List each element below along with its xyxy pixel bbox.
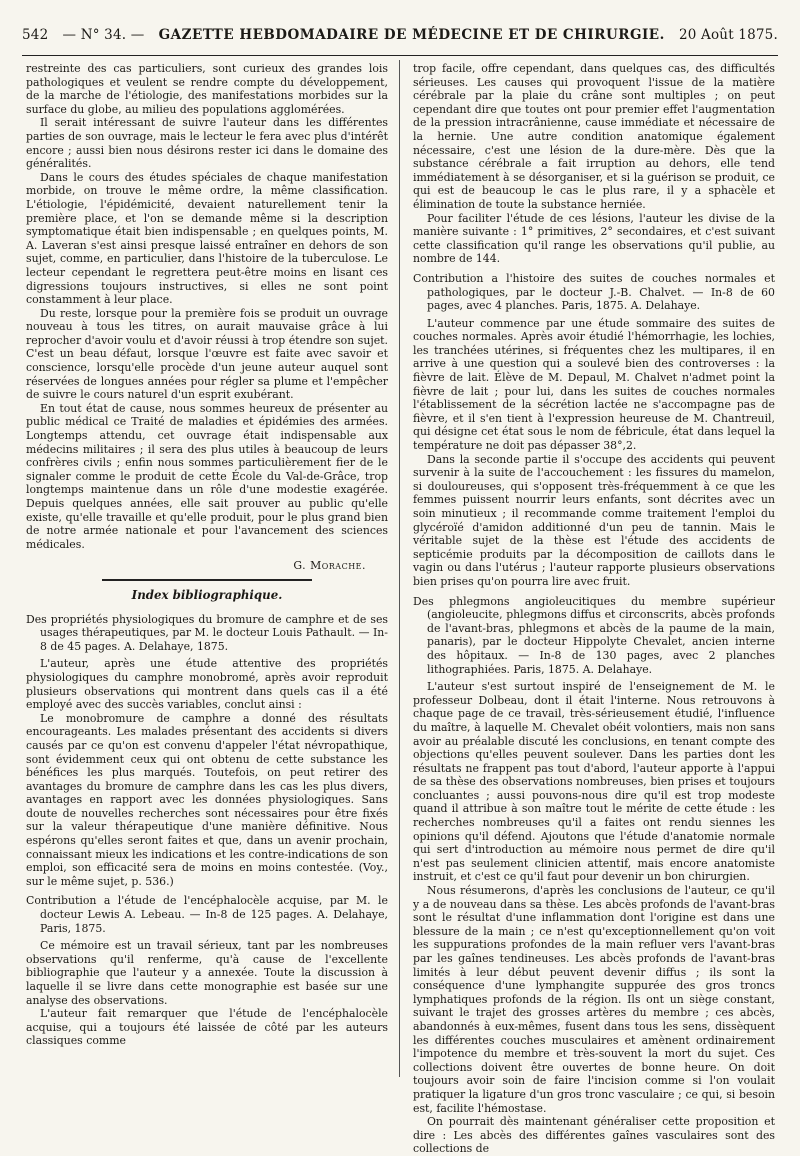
paragraph: Dans la seconde partie il s'occupe des accidents qui peuvent survenir à la suite de l'accouchement : les fissures du mamelon, si douloureuses, qui s'opposent très-fréquemment à ce que les femmes puissent nourrir leurs enfants, sont décrites avec un soin minutieux ; il recommande comme traitement l'emploi du glycéroïé d'amidon additionné d'un peu de tannin. Mais le véritable sujet de la thèse est l'étude des accidents de septicémie produits par la décomposition de caillots dans le vagin ou dans l'utérus ; l'auteur rapporte plusieurs observations bien prises qu'on pourra lire avec fruit. [413,452,775,588]
bibliography-entry: Des propriétés physiologiques du bromure de camphre et de ses usages thérapeutiques, par M. le docteur Louis Pathault. — In-8 de 45 pages. A. Delahaye, 1875. [26,612,388,653]
section-title: Index bibliographique. [131,587,283,602]
paragraph: trop facile, offre cependant, dans quelques cas, des difficultés sérieuses. Les causes qui provoquent l'issue de la matière cérébrale par la plaie du crâne sont multiples ; on peut cependant dire que toutes ont pour premier effet l'augmentation de la pression intracrânienne, cause immédiate et nécessaire de la hernie. Une autre condition anatomique également nécessaire, c'est une lésion de la dure-mère. Dès que la substance cérébrale a fait irruption au dehors, elle tend immédiatement à se désorganiser, et si la guérison se produit, ce qui est de beaucoup le cas le plus rare, il y a sphacèle et élimination de toute la substance herniée. [413,62,775,211]
bibliography-entry: Contribution a l'étude de l'encéphalocèle acquise, par M. le docteur Lewis A. Lebeau. — In-8 de 125 pages. A. Delahaye, Paris, 1875. [26,894,388,935]
paragraph: Le monobromure de camphre a donné des résultats encourageants. Les malades présentant des accidents si divers causés par ce qu'on est convenu d'appeler l'état névropathique, sont évidemment ceux qui ont obtenu de cette substance les bénéfices les plus marqués. Toutefois, on peut retirer des avantages du bromure de camphre dans les cas les plus divers, avantages en rapport avec les données physiologiques. Sans doute de nouvelles recherches sont nécessaires pour être fixés sur la valeur thérapeutique d'une manière définitive. Nous espérons qu'elles seront faites et que, dans un avenir prochain, connaissant mieux les indications et les contre-indications de son emploi, son efficacité sera de moins en moins contestée. (Voy., sur le même sujet, p. 536.) [26,711,388,888]
section-rule [102,579,312,581]
paragraph: Dans le cours des études spéciales de chaque manifestation morbide, on trouve le même ordre, la même classification. L'étiologie, l'épidémicité, devaient naturellement tenir la première place, et l'on se demande même si la description symptomatique était bien indispensable ; en quelques points, M. A. Laveran s'est ainsi presque laissé entraîner en dehors de son sujet, comme, en particulier, dans l'histoire de la tuberculose. Le lecteur cependant le regrettera peut-être moins en lisant ces digressions toujours instructives, si elles ne sont point constamment à leur place. [26,170,388,307]
page-number: 542 [22,27,49,43]
paragraph: En tout état de cause, nous sommes heureux de présenter au public médical ce Traité de maladies et épidémies des armées. Longtemps attendu, cet ouvrage était indispensable aux médecins militaires ; il sera des plus utiles à beaucoup de leurs confrères civils ; enfin nous sommes particulièrement fier de le signaler comme le produit de cette École du Val-de-Grâce, trop longtemps maintenue dans un rôle d'une modestie exagérée. Depuis quelques années, elle sait prouver au public qu'elle existe, qu'elle travaille et qu'elle produit, pour le plus grand bien de notre armée nationale et pour l'avancement des sciences médicales. [26,401,388,551]
issue-date: 20 Août 1875. [678,27,778,43]
paragraph: Du reste, lorsque pour la première fois se produit un ouvrage nouveau à tous les titres, on aurait mauvaise grâce à lui reprocher d'avoir voulu et d'avoir réussi à trop étendre son sujet. C'est un beau défaut, lorsque l'œuvre est faite avec savoir et conscience, lorsqu'elle procède d'un jeune auteur auquel sont réservées de longues années pour régler sa plume et l'empêcher de suivre le cours naturel d'un esprit exubérant. [26,306,388,402]
left-column [26,62,388,1079]
paragraph: L'auteur fait remarquer que l'étude de l'encéphalocèle acquise, qui a toujours été laissée de côté par les auteurs classiques comme [26,1007,388,1048]
author-signature: G. Morache. [293,559,366,573]
journal-title: GAZETTE HEBDOMADAIRE DE MÉDECINE ET DE CHIRURGIE. [158,27,665,43]
paragraph: Ce mémoire est un travail sérieux, tant par les nombreuses observations qu'il renferme, qu'à cause de l'excellente bibliographie que l'auteur y a annexée. Toute la discussion à laquelle il se livre dans cette monographie est basée sur une analyse des observations. [26,939,388,1007]
paragraph: Il serait intéressant de suivre l'auteur dans les différentes parties de son ouvrage, mais le lecteur le fera avec plus d'intérêt encore ; aussi bien nous désirons rester ici dans le domaine des généralités. [26,116,388,171]
column-divider [399,60,400,1077]
bibliography-entry: Des phlegmons angioleucitiques du membre supérieur (angioleucite, phlegmons diffus et circonscrits, abcès profonds de l'avant-bras, phlegmons et abcès de la paume de la main, panaris), par le docteur Hippolyte Chevalet, ancien interne des hôpitaux. — In-8 de 130 pages, avec 2 planches lithographiées. Paris, 1875. A. Delahaye. [413,594,775,676]
issue-number: — N° 34. — [62,27,145,43]
bibliography-entry: Contribution a l'histoire des suites de couches normales et pathologiques, par le docteur J.-B. Chalvet. — In-8 de 60 pages, avec 4 planches. Paris, 1875. A. Delahaye. [413,271,775,313]
paragraph: L'auteur commence par une étude sommaire des suites de couches normales. Après avoir étudié l'hémorrhagie, les lochies, les tranchées utérines, si fréquentes chez les multipares, il en arrive à une question qui a soulevé bien des controverses : la fièvre de lait. Élève de M. Depaul, M. Chalvet n'admet point la fièvre de lait ; pour lui, dans les suites de couches normales l'établissement de la sécrétion lactée ne s'accompagne pas de fièvre, et il s'en tient à l'expression heureuse de M. Chantreuil, qui désigne cet état sous le nom de fébricule, état dans lequel la température ne doit pas dépasser 38°,2. [413,316,775,453]
paragraph: Nous résumerons, d'après les conclusions de l'auteur, ce qu'il y a de nouveau dans sa thèse. Les abcès profonds de l'avant-bras sont le résultat d'une inflammation dont l'origine est dans une blessure de la main ; ce n'est qu'exceptionnellement qu'on voit les suppurations profondes de la main refluer vers l'avant-bras par les gaînes tendineuses. Les abcès profonds de l'avant-bras limités à leur début peuvent devenir diffus ; ils sont la conséquence d'une lymphangite suppurée des gros troncs lymphatiques profonds de la région. Ils ont un siège constant, suivant le trajet des grosses artères du membre ; ces abcès, abandonnés à eux-mêmes, fusent dans tous les sens, dissèquent les différentes couches musculaires et amènent ordinairement l'impotence du membre et très-souvent la mort du sujet. Ces collections doivent être ouvertes de bonne heure. On doit toujours avoir soin de faire l'incision comme si l'on voulait pratiquer la ligature d'un gros tronc vasculaire ; ce qui, si besoin est, facilite l'hémostase. [413,884,775,1115]
right-column [413,62,775,1156]
paragraph: restreinte des cas particuliers, sont curieux des grandes lois pathologiques et veulent se rendre compte du développement, de la marche de l'étiologie, des manifestations morbides sur la surface du globe, au milieu des populations agglomérées. [26,62,388,116]
paragraph: L'auteur s'est surtout inspiré de l'enseignement de M. le professeur Dolbeau, dont il était l'interne. Nous retrouvons à chaque page de ce travail, très-sérieusement étudié, l'influence du maître, à laquelle M. Chevalet obéit volontiers, mais non sans avoir au préalable discuté les conclusions, en tenant compte des objections qu'elles peuvent soulever. Dans les parties dont les résultats ne frappent pas tout d'abord, l'auteur apporte à l'appui de sa thèse des observations nombreuses, bien prises et toujours concluantes ; aussi pouvons-nous dire qu'il est trop modeste quand il attribue à son maître tout le mérite de cette étude : les recherches nombreuses qu'il a faites ont rendu siennes les opinions qu'il défend. Ajoutons que l'étude d'anatomie normale qui sert d'introduction au mémoire nous permet de dire qu'il n'est pas seulement clinicien attentif, mais encore anatomiste instruit, et c'est ce qu'il faut pour devenir un bon chirurgien. [413,680,775,884]
paragraph: L'auteur, après une étude attentive des propriétés physiologiques du camphre monobromé, après avoir reproduit plusieurs observations qui montrent dans quels cas il a été employé avec des succès variables, conclut ainsi : [26,657,388,712]
page-header [22,20,778,50]
paragraph: Pour faciliter l'étude de ces lésions, l'auteur les divise de la manière suivante : 1° primitives, 2° secondaires, et c'est suivant cette classification qu'il range les observations qu'il publie, au nombre de 144. [413,211,775,266]
header-rule [22,55,778,56]
paragraph: On pourrait dès maintenant généraliser cette proposition et dire : Les abcès des différentes gaînes vasculaires sont des collections de [413,1115,775,1156]
